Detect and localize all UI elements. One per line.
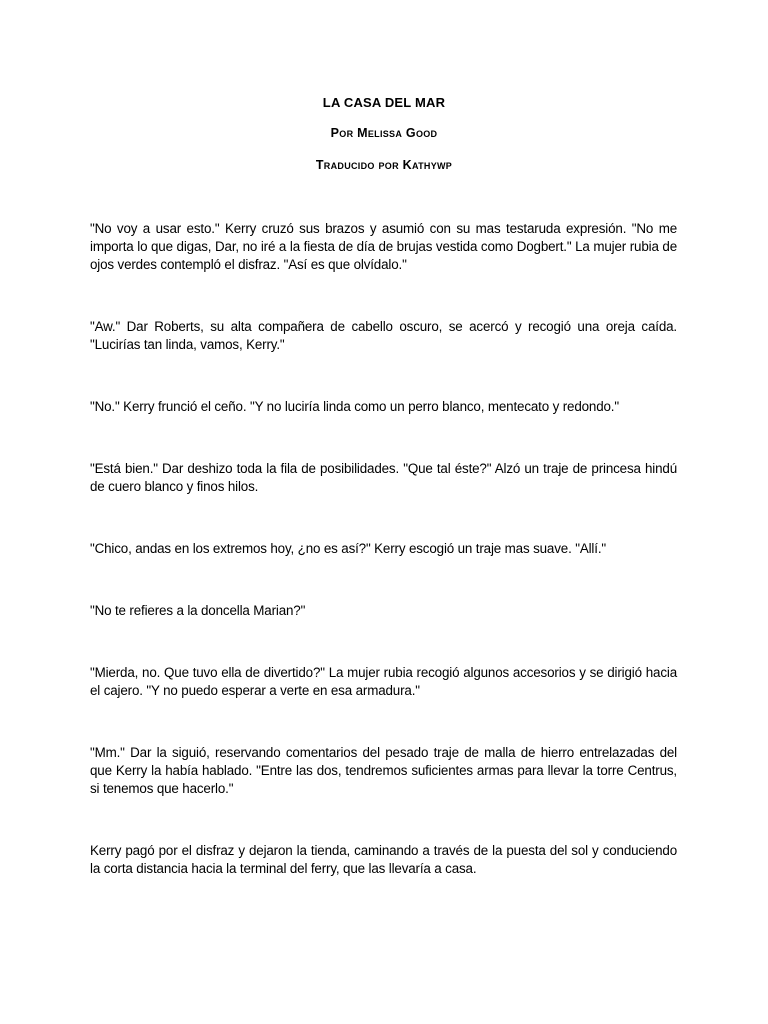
paragraph: "Chico, andas en los extremos hoy, ¿no es así?" Kerry escogió un traje mas suave. "Allí." <box>90 541 606 556</box>
paragraph: "No." Kerry frunció el ceño. "Y no luciría linda como un perro blanco, mentecato y redondo." <box>90 399 619 414</box>
paragraph: "Mierda, no. Que tuvo ella de divertido?" La mujer rubia recogió algunos accesorios y se dirigió hacia el cajero. "Y no puedo esperar a verte en esa armadura." <box>90 665 677 698</box>
translator-line: Traducido por Kathywp <box>315 158 453 172</box>
paragraph: "Está bien." Dar deshizo toda la fila de posibilidades. "Que tal éste?" Alzó un traje de princesa hindú de cuero blanco y finos hilos. <box>90 461 677 494</box>
paragraph: "No te refieres a la doncella Marian?" <box>90 603 306 618</box>
paragraph: "Mm." Dar la siguió, reservando comentarios del pesado traje de malla de hierro entrelazadas del que Kerry la había hablado. "Entre las dos, tendremos suficientes armas para llevar la torre Centrus, si tenemos que hacerlo." <box>90 745 677 796</box>
document-body <box>90 220 677 922</box>
author-line: Por Melissa Good <box>330 126 438 140</box>
paragraph: Kerry pagó por el disfraz y dejaron la tienda, caminando a través de la puesta del sol y conduciendo la corta distancia hacia la terminal del ferry, que las llevaría a casa. <box>90 843 677 876</box>
document-title: LA CASA DEL MAR <box>322 95 446 110</box>
paragraph: "Aw." Dar Roberts, su alta compañera de cabello oscuro, se acercó y recogió una oreja caída. "Lucirías tan linda, vamos, Kerry." <box>90 319 677 352</box>
paragraph: "No voy a usar esto." Kerry cruzó sus brazos y asumió con su mas testaruda expresión. "No me importa lo que digas, Dar, no iré a la fiesta de día de brujas vestida como Dogbert." La mujer rubia de ojos verdes contempló el disfraz. "Así es que olvídalo." <box>90 221 677 272</box>
